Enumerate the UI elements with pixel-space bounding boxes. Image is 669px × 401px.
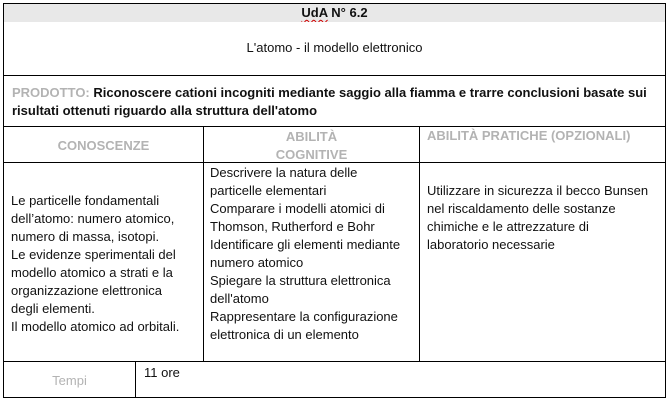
abilita-header: ABILITÀ COGNITIVE bbox=[275, 129, 348, 162]
list-item: Il modello atomico ad orbitali. bbox=[11, 319, 180, 334]
list-item: Identificare gli elementi mediante bbox=[210, 237, 401, 252]
conoscenze-list bbox=[11, 192, 201, 336]
list-item: nel riscaldamento delle sostanze bbox=[427, 201, 616, 216]
list-item: particelle elementari bbox=[210, 183, 327, 198]
conoscenze-header-divider bbox=[3, 162, 204, 163]
uda-header-cell bbox=[3, 3, 666, 23]
list-item: dell’atomo: numero atomico, bbox=[11, 211, 175, 226]
list-item: degli elementi. bbox=[11, 301, 95, 316]
list-item: modello atomico a strati e la bbox=[11, 265, 173, 280]
abilita-list bbox=[210, 164, 418, 344]
page-title: L'atomo - il modello elettronico bbox=[246, 40, 423, 55]
title-cell bbox=[3, 22, 666, 76]
tempi-label-cell bbox=[3, 361, 136, 398]
abilita-header-divider bbox=[203, 162, 420, 163]
tempi-value: 11 ore bbox=[144, 365, 180, 380]
list-item: Le particelle fondamentali bbox=[11, 193, 160, 208]
list-item: Thomson, Rutherford e Bohr bbox=[210, 219, 375, 234]
list-item: Spiegare la struttura elettronica bbox=[210, 273, 391, 288]
pratiche-list bbox=[427, 182, 663, 254]
list-item: chimiche e le attrezzature di bbox=[427, 219, 589, 234]
list-item: Utilizzare in sicurezza il becco Bunsen bbox=[427, 183, 649, 198]
list-item: Rappresentare la configurazione bbox=[210, 309, 398, 324]
uda-number: UdA N° 6.2 bbox=[301, 5, 368, 20]
list-item: numero di massa, isotopi. bbox=[11, 229, 160, 244]
pratiche-header-divider bbox=[419, 162, 666, 163]
pratiche-header: ABILITÀ PRATICHE (OPZIONALI) bbox=[427, 128, 631, 143]
list-item: dell'atomo bbox=[210, 291, 269, 306]
tempi-value-cell bbox=[135, 361, 666, 398]
tempi-label: Tempi bbox=[52, 373, 87, 388]
list-item: laboratorio necessarie bbox=[427, 237, 555, 252]
prodotto-text: PRODOTTO: Riconoscere cationi incogniti mediante saggio alla fiamma e trarre conclusioni basate sui risultati ottenuti riguardo alla struttura dell'atomo bbox=[12, 85, 647, 118]
list-item: organizzazione elettronica bbox=[11, 283, 163, 298]
list-item: Le evidenze sperimentali del bbox=[11, 247, 176, 262]
prodotto-cell bbox=[3, 75, 666, 127]
list-item: numero atomico bbox=[210, 255, 304, 270]
list-item: Comparare i modelli atomici di bbox=[210, 201, 385, 216]
conoscenze-header: CONOSCENZE bbox=[57, 138, 150, 153]
list-item: elettronica di un elemento bbox=[210, 327, 359, 342]
list-item: Descrivere la natura delle bbox=[210, 165, 358, 180]
prodotto-label: PRODOTTO: bbox=[12, 85, 90, 100]
